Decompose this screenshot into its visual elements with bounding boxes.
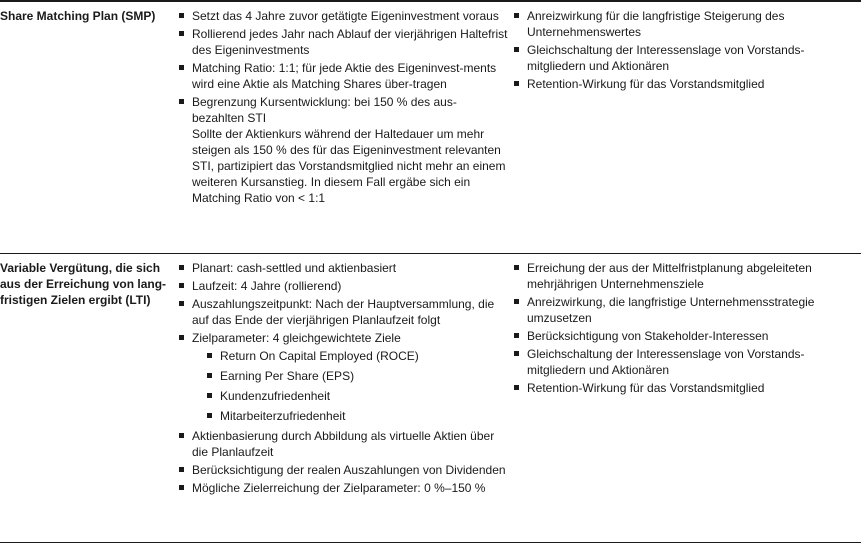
sub-list-item: Mitarbeiterzufriedenheit [192,408,508,424]
list-item-continuation: Sollte der Aktienkurs während der Haltedauer um mehr steigen als 150 % des für das Eigeninvestment relevanten STI, partizipiert das Vorstandsmitglied nicht mehr an einem weiteren Kursanstieg. In diesem Fall ergäbe sich ein Matching Ratio von < 1:1 [192,127,506,205]
list-item: Berücksichtigung von Stakeholder-Interessen [513,328,858,344]
list-item: Gleichschaltung der Interessenslage von Vorstands-mitgliedern und Aktionären [513,346,858,378]
row-title-lti: Variable Vergütung, die sich aus der Erreichung von lang-fristigen Zielen ergibt (LTI) [0,261,167,307]
lti-goals-list [513,260,858,398]
sub-list-item: Earning Per Share (EPS) [192,368,508,384]
table-top-rule [0,0,861,2]
row-title-smp: Share Matching Plan (SMP) [0,9,156,23]
target-parameters-sublist [192,348,508,424]
list-item [178,330,508,424]
list-item-text: Zielparameter: 4 gleichgewichtete Ziele [192,331,401,345]
sub-list-item: Return On Capital Employed (ROCE) [192,348,508,364]
list-item-text: Begrenzung Kursentwicklung: bei 150 % des aus-bezahlten STI [192,95,457,125]
sub-list-item: Kundenzufriedenheit [192,388,508,404]
table-bottom-rule [0,542,861,543]
list-item: Retention-Wirkung für das Vorstandsmitglied [513,380,858,396]
list-item: Berücksichtigung der realen Auszahlungen von Dividenden [178,462,508,478]
list-item: Aktienbasierung durch Abbildung als virtuelle Aktien über die Planlaufzeit [178,428,508,460]
list-item: Matching Ratio: 1:1; für jede Aktie des Eigeninvest-ments wird eine Aktie als Matching Shares über-tragen [178,60,508,92]
smp-details-list [178,8,508,208]
list-item: Rollierend jedes Jahr nach Ablauf der vierjährigen Haltefrist des Eigeninvestments [178,26,508,58]
list-item: Gleichschaltung der Interessenslage von Vorstands-mitgliedern und Aktionären [513,42,858,74]
smp-goals-list [513,8,858,94]
list-item: Planart: cash-settled und aktienbasiert [178,260,508,276]
row-divider [0,253,861,254]
lti-details-list [178,260,508,498]
list-item: Anreizwirkung für die langfristige Steigerung des Unternehmenswertes [513,8,858,40]
list-item: Retention-Wirkung für das Vorstandsmitglied [513,76,858,92]
list-item: Anreizwirkung, die langfristige Unternehmensstrategie umzusetzen [513,294,858,326]
list-item: Erreichung der aus der Mittelfristplanung abgeleiteten mehrjährigen Unternehmensziele [513,260,858,292]
list-item: Laufzeit: 4 Jahre (rollierend) [178,278,508,294]
list-item: Mögliche Zielerreichung der Zielparameter: 0 %–150 % [178,480,508,496]
list-item: Auszahlungszeitpunkt: Nach der Hauptversammlung, die auf das Ende der vierjährigen Planlaufzeit folgt [178,296,508,328]
list-item: Setzt das 4 Jahre zuvor getätigte Eigeninvestment voraus [178,8,508,24]
list-item [178,94,508,206]
